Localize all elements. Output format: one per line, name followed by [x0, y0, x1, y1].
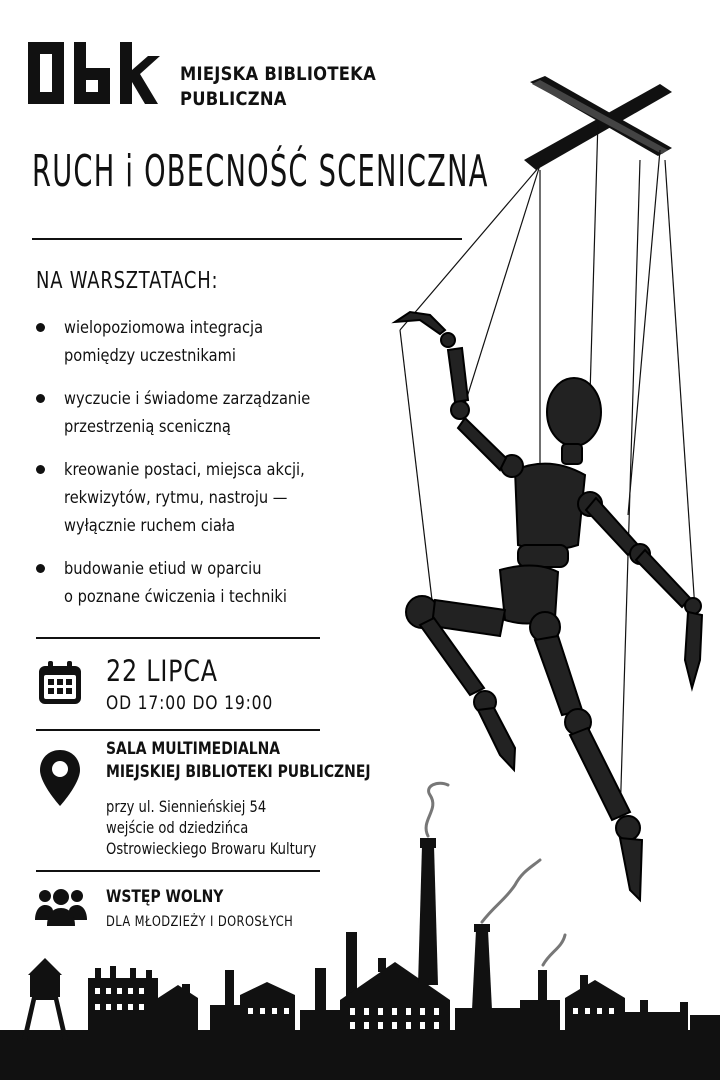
event-time: OD 17:00 DO 19:00: [106, 692, 274, 714]
list-item-line: wyłącznie ruchem ciała: [64, 516, 236, 536]
library-name-line2: PUBLICZNA: [180, 88, 287, 110]
list-item-line: wyczucie i świadome zarządzanie: [64, 389, 311, 409]
venue-line: MIEJSKIEJ BIBLIOTEKI PUBLICZNEJ: [106, 762, 371, 782]
address-line: wejście od dziedzińca: [106, 818, 249, 837]
list-item: [36, 385, 366, 441]
event-date: 22 LIPCA: [106, 654, 218, 688]
address-line: Ostrowieckiego Browaru Kultury: [106, 839, 317, 858]
venue-line: SALA MULTIMEDIALNA: [106, 739, 281, 759]
list-item-line: przestrzenią sceniczną: [64, 417, 231, 437]
workshops-heading: NA WARSZTATACH:: [36, 268, 219, 294]
page-title: RUCH i OBECNOŚĆ SCENICZNA: [32, 146, 489, 197]
entry-info: WSTĘP WOLNY: [106, 887, 224, 907]
bullet-dot: [36, 394, 45, 403]
section-divider: [36, 729, 320, 731]
smoke-icon: [426, 783, 565, 965]
entry-audience: DLA MŁODZIEŻY I DOROSŁYCH: [106, 914, 294, 930]
bullet-dot: [36, 323, 45, 332]
list-item-line: wielopoziomowa integracja: [64, 318, 264, 338]
list-item-line: o poznane ćwiczenia i techniki: [64, 587, 287, 607]
bullet-dot: [36, 465, 45, 474]
workshop-list: [36, 314, 366, 626]
list-item: [36, 555, 366, 611]
list-item-line: budowanie etiud w oparciu: [64, 559, 262, 579]
list-item-line: rekwizytów, rytmu, nastroju —: [64, 488, 288, 508]
event-venue: [106, 738, 371, 784]
list-item: [36, 456, 366, 540]
library-name: [180, 62, 376, 112]
factory-skyline-illustration: [0, 780, 720, 1080]
bullet-dot: [36, 564, 45, 573]
list-item-line: kreowanie postaci, miejsca akcji,: [64, 460, 305, 480]
library-name-line1: MIEJSKA BIBLIOTEKA: [180, 63, 376, 85]
calendar-icon: [36, 658, 84, 706]
section-divider: [36, 637, 320, 639]
library-logo: [24, 34, 164, 110]
address-line: przy ul. Siennieńskiej 54: [106, 797, 267, 816]
list-item: [36, 314, 366, 370]
list-item-line: pomiędzy uczestnikami: [64, 346, 236, 366]
